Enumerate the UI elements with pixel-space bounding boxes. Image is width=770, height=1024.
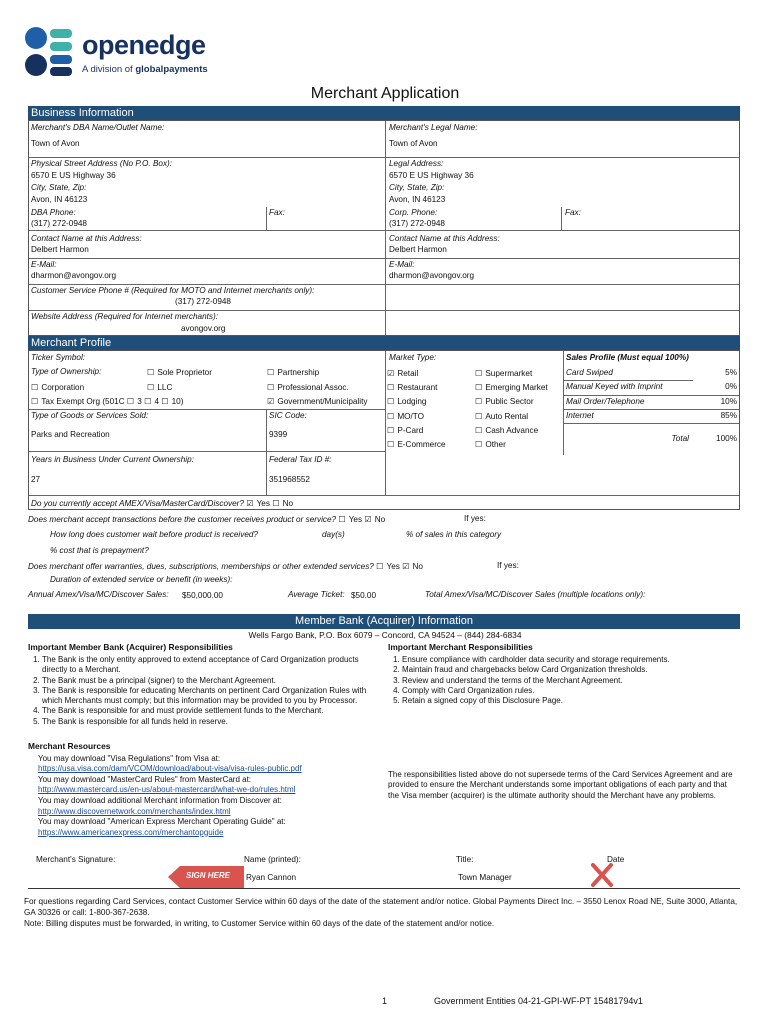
- merchant-resp-item: 3. Review and understand the terms of the Merchant Agreement.: [402, 676, 740, 686]
- merchant-resp-item: 2. Maintain fraud and chargebacks below Card Organization thresholds.: [402, 665, 740, 675]
- brand-name: openedge: [82, 30, 206, 60]
- city-label: City, State, Zip:: [31, 183, 87, 192]
- legal-name-value: Town of Avon: [389, 139, 438, 148]
- mk-super-checkbox[interactable]: ☐ Supermarket: [475, 368, 532, 378]
- fax2-label: Fax:: [565, 208, 581, 217]
- taxid-label: Federal Tax ID #:: [269, 455, 332, 464]
- q2-yes-checkbox[interactable]: ☐ Yes: [376, 562, 400, 571]
- email-label: E-Mail:: [31, 260, 57, 269]
- goods-label: Type of Goods or Services Sold:: [31, 411, 149, 420]
- title-value: Town Manager: [458, 873, 512, 882]
- sales-label-1: Manual Keyed with Imprint: [566, 382, 663, 391]
- city2-label: City, State, Zip:: [389, 183, 445, 192]
- q1a: How long does customer wait before product is received?: [50, 530, 258, 539]
- q2-no-checkbox[interactable]: ☑ No: [402, 562, 423, 571]
- contact-label: Contact Name at this Address:: [31, 234, 142, 243]
- contact2-label: Contact Name at this Address:: [389, 234, 500, 243]
- q1a-days: day(s): [322, 530, 345, 539]
- ticker-label: Ticker Symbol:: [31, 353, 86, 362]
- own-prof-checkbox[interactable]: ☐ Professional Assoc.: [267, 382, 349, 392]
- close-x-icon: [590, 862, 614, 888]
- mk-moto-checkbox[interactable]: ☐ MO/TO: [387, 411, 424, 421]
- resource-visa-link[interactable]: https://usa.visa.com/dam/VCOM/download/about-visa/visa-rules-public.pdf: [38, 764, 302, 774]
- sales-pct-2: 10%: [720, 397, 737, 406]
- sales-profile-label: Sales Profile (Must equal 100%): [566, 353, 689, 362]
- avg-ticket-label: Average Ticket:: [288, 590, 345, 599]
- mk-retail-checkbox[interactable]: ☑ Retail: [387, 368, 418, 378]
- resource-visa-text: You may download "Visa Regulations" from Visa at:: [38, 753, 221, 763]
- fax-label: Fax:: [269, 208, 285, 217]
- street-value: 6570 E US Highway 36: [31, 171, 116, 180]
- merchant-resp-title: Important Merchant Responsibilities: [388, 642, 533, 652]
- mk-emerg-checkbox[interactable]: ☐ Emerging Market: [475, 382, 548, 392]
- legal-name-label: Merchant's Legal Name:: [389, 123, 478, 132]
- sales-pct-3: 85%: [720, 411, 737, 420]
- merchant-resp-item: 1. Ensure compliance with cardholder data security and storage requirements.: [402, 655, 740, 665]
- q2-if-yes: If yes:: [497, 561, 519, 570]
- amex-no-checkbox[interactable]: ☐ No: [272, 499, 293, 508]
- page-title: Merchant Application: [310, 85, 460, 102]
- resource-amex-text: You may download "American Express Merchant Operating Guide" at:: [38, 817, 286, 827]
- bank-responsibilities: [28, 642, 378, 727]
- bank-resp-title: Important Member Bank (Acquirer) Responsibilities: [28, 642, 233, 652]
- footer-note: Note: Billing disputes must be forwarded, in writing, to Customer Service within 60 days of the date of the statement and/or notice.: [24, 919, 495, 928]
- sales-label-0: Card Swiped: [566, 368, 613, 377]
- own-llc-checkbox[interactable]: ☐ LLC: [147, 382, 172, 392]
- email2-value: dharmon@avongov.org: [389, 271, 475, 280]
- member-bank-header: Member Bank (Acquirer) Information: [28, 614, 740, 629]
- own-gov-checkbox[interactable]: ☑ Government/Municipality: [267, 396, 367, 406]
- business-info-section: [28, 120, 740, 336]
- merchant-responsibilities: [388, 642, 740, 706]
- mk-other-checkbox[interactable]: ☐ Other: [475, 439, 506, 449]
- years-label: Years in Business Under Current Ownership:: [31, 455, 194, 464]
- q1c: % cost that is prepayment?: [50, 546, 149, 555]
- sic-value: 9399: [269, 430, 288, 439]
- dba-phone-value: (317) 272-0948: [31, 219, 87, 228]
- q1-no-checkbox[interactable]: ☑ No: [364, 515, 385, 524]
- resource-mc-text: You may download "MasterCard Rules" from MasterCard at:: [38, 774, 252, 784]
- ownership-label: Type of Ownership:: [31, 367, 102, 376]
- legal-address-value: 6570 E US Highway 36: [389, 171, 474, 180]
- taxid-value: 351968552: [269, 475, 310, 484]
- market-label: Market Type:: [389, 353, 437, 362]
- email-value: dharmon@avongov.org: [31, 271, 117, 280]
- sales-label-2: Mail Order/Telephone: [566, 397, 645, 406]
- years-value: 27: [31, 475, 41, 484]
- legal-address-label: Legal Address:: [389, 159, 444, 168]
- dba-label: Merchant's DBA Name/Outlet Name:: [31, 123, 165, 132]
- mk-rest-checkbox[interactable]: ☐ Restaurant: [387, 382, 437, 392]
- sales-total-label: Total: [671, 434, 689, 443]
- resource-mc-link[interactable]: http://www.mastercard.us/en-us/about-mastercard/what-we-do/rules.html: [38, 785, 296, 795]
- corp-phone-label: Corp. Phone:: [389, 208, 438, 217]
- merchant-resources: [28, 741, 378, 838]
- brand-tagline: A division of globalpayments: [82, 64, 208, 75]
- merchant-profile-header: Merchant Profile: [28, 336, 740, 350]
- merchant-resp-item: 5. Retain a signed copy of this Disclosure Page.: [402, 696, 740, 706]
- own-tax-checkbox[interactable]: ☐ Tax Exempt Org (501C ☐ 3 ☐ 4 ☐ 10): [31, 396, 183, 406]
- q1: Does merchant accept transactions before the customer receives product or service? ☐ Yes ☑ No: [28, 514, 385, 524]
- mk-lodging-checkbox[interactable]: ☐ Lodging: [387, 396, 426, 406]
- business-info-header: Business Information: [28, 106, 740, 120]
- corp-phone-value: (317) 272-0948: [389, 219, 445, 228]
- q2: Does merchant offer warranties, dues, subscriptions, memberships or other extended services? ☐ Yes ☑ No: [28, 561, 423, 571]
- email2-label: E-Mail:: [389, 260, 415, 269]
- bank-resp-item: 2. The Bank must be a principal (signer) to the Merchant Agreement.: [42, 676, 378, 686]
- openedge-logo-icon: [24, 26, 76, 78]
- resource-discover-link[interactable]: http://www.discovernetwork.com/merchants/index.html: [38, 806, 231, 816]
- mk-pcard-checkbox[interactable]: ☐ P-Card: [387, 425, 423, 435]
- own-partner-checkbox[interactable]: ☐ Partnership: [267, 367, 319, 377]
- own-corp-checkbox[interactable]: ☐ Corporation: [31, 382, 84, 392]
- signature-line: [28, 888, 740, 889]
- footer-contact: For questions regarding Card Services, contact Customer Service within 60 days of the date of the statement and/or notice. Global Payments Direct Inc. – 3550 Lenox Road NE, Suite 3000, Atlanta, GA 30326 or call: 1-800-367-2638.: [24, 897, 738, 917]
- annual-sales-value: $50,000.00: [182, 591, 223, 600]
- avg-ticket-value: $50.00: [351, 591, 377, 600]
- q2a: Duration of extended service or benefit (in weeks):: [50, 575, 233, 584]
- name-printed-label: Name (printed):: [244, 855, 301, 864]
- goods-value: Parks and Recreation: [31, 430, 110, 439]
- merchant-profile-section: [28, 350, 740, 510]
- contact2-value: Delbert Harmon: [389, 245, 447, 254]
- sales-total-value: 100%: [716, 434, 737, 443]
- website-value: avongov.org: [181, 324, 226, 333]
- sign-here-arrow[interactable]: [168, 866, 244, 888]
- title-label: Title:: [456, 855, 474, 864]
- cs-phone-label: Customer Service Phone # (Required for MOTO and Internet merchants only):: [31, 286, 315, 295]
- bank-resp-item: 5. The Bank is responsible for all funds held in reserve.: [42, 717, 378, 727]
- cs-phone-value: (317) 272-0948: [175, 297, 231, 306]
- responsibilities-note: The responsibilities listed above do not supersede terms of the Card Services Agreement and are provided to ensure the Merchant understands some important obligations of each party and that the Visa member (acquirer) is the ultimate authority should the Merchant have any problems.: [388, 770, 733, 800]
- document-id: Government Entities 04-21-GPI-WF-PT 15481794v1: [434, 996, 643, 1006]
- sales-pct-1: 0%: [725, 382, 737, 391]
- annual-sales-label: Annual Amex/Visa/MC/Discover Sales:: [28, 590, 169, 599]
- company-logo: [24, 26, 224, 78]
- sales-pct-0: 5%: [725, 368, 737, 377]
- dba-phone-label: DBA Phone:: [31, 208, 76, 217]
- contact-value: Delbert Harmon: [31, 245, 89, 254]
- bank-resp-item: 3. The Bank is responsible for educating Merchants on pertinent Card Organization Rules with which Merchants must comply; but this information may be provided to you by Processor.: [42, 686, 378, 707]
- signature-label: Merchant's Signature:: [36, 855, 116, 864]
- total-amex-label: Total Amex/Visa/MC/Discover Sales (multiple locations only):: [425, 590, 646, 599]
- mk-cash-checkbox[interactable]: ☐ Cash Advance: [475, 425, 538, 435]
- sic-label: SIC Code:: [269, 411, 307, 420]
- mk-public-checkbox[interactable]: ☐ Public Sector: [475, 396, 534, 406]
- amex-question: Do you currently accept AMEX/Visa/MasterCard/Discover? ☑ Yes ☐ No: [31, 498, 293, 508]
- bank-resp-item: 1. The Bank is the only entity approved to extend acceptance of Card Organization products directly to a Merchant.: [42, 655, 378, 676]
- mk-ecom-checkbox[interactable]: ☐ E-Commerce: [387, 439, 446, 449]
- city-value: Avon, IN 46123: [31, 195, 88, 204]
- printed-name-value: Ryan Cannon: [246, 873, 297, 882]
- resource-discover-text: You may download additional Merchant information from Discover at:: [38, 795, 282, 805]
- bank-address: Wells Fargo Bank, P.O. Box 6079 – Concord, CA 94524 – (844) 284-6834: [248, 630, 522, 640]
- q1b: % of sales in this category: [406, 530, 502, 539]
- resources-title: Merchant Resources: [28, 741, 111, 751]
- sign-here-label: SIGN HERE: [186, 871, 231, 880]
- sales-label-3: Internet: [566, 411, 594, 420]
- resource-amex-link[interactable]: https://www.americanexpress.com/merchantopguide: [38, 827, 224, 837]
- street-label: Physical Street Address (No P.O. Box):: [31, 159, 173, 168]
- own-sole-checkbox[interactable]: ☐ Sole Proprietor: [147, 367, 212, 377]
- q1-yes-checkbox[interactable]: ☐ Yes: [338, 515, 362, 524]
- q1-if-yes: If yes:: [464, 514, 486, 523]
- amex-yes-checkbox[interactable]: ☑ Yes: [246, 499, 270, 508]
- website-label: Website Address (Required for Internet merchants):: [31, 312, 219, 321]
- date-field[interactable]: [590, 862, 614, 888]
- merchant-resp-item: 4. Comply with Card Organization rules.: [402, 686, 740, 696]
- mk-auto-checkbox[interactable]: ☐ Auto Rental: [475, 411, 528, 421]
- dba-value: Town of Avon: [31, 139, 80, 148]
- city2-value: Avon, IN 46123: [389, 195, 446, 204]
- page-number: 1: [382, 996, 388, 1006]
- date-label: Date: [607, 855, 625, 864]
- bank-resp-item: 4. The Bank is responsible for and must provide settlement funds to the Merchant.: [42, 706, 378, 716]
